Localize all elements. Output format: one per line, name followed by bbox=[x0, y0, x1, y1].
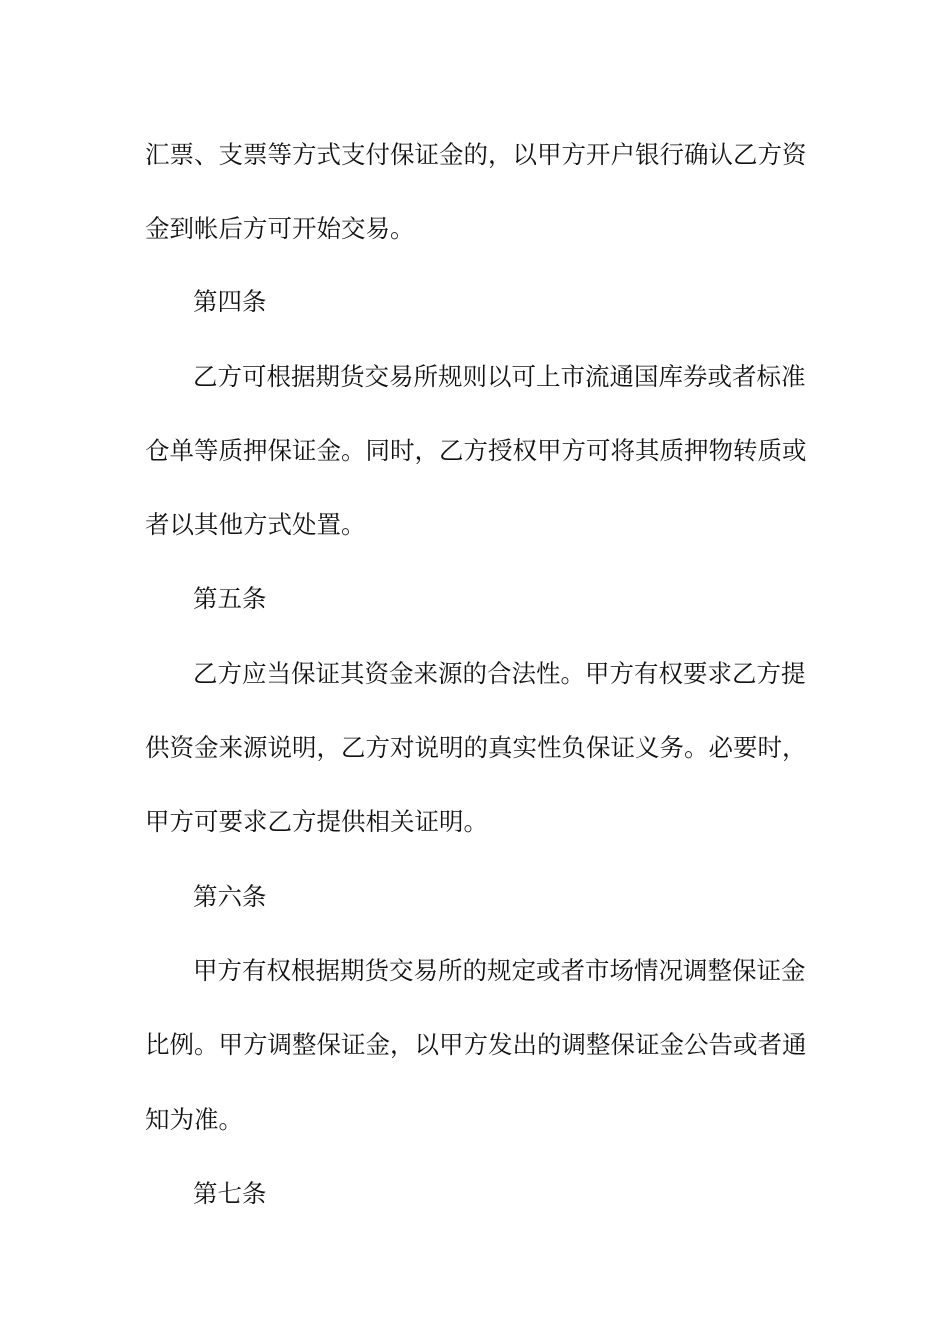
article-heading: 第七条 bbox=[193, 1179, 267, 1208]
text-line: 甲方有权根据期货交易所的规定或者市场情况调整保证金 bbox=[193, 956, 806, 985]
text-line: 比例。甲方调整保证金，以甲方发出的调整保证金公告或者通 bbox=[145, 1030, 807, 1059]
text-line: 金到帐后方可开始交易。 bbox=[145, 214, 415, 243]
article-heading: 第四条 bbox=[193, 287, 267, 316]
article-heading: 第五条 bbox=[193, 584, 267, 613]
text-line: 知为准。 bbox=[145, 1105, 243, 1134]
text-line: 汇票、支票等方式支付保证金的，以甲方开户银行确认乙方资 bbox=[145, 140, 807, 169]
text-line: 乙方应当保证其资金来源的合法性。甲方有权要求乙方提 bbox=[193, 659, 806, 688]
text-line: 仓单等质押保证金。同时，乙方授权甲方可将其质押物转质或 bbox=[145, 436, 807, 465]
text-line: 乙方可根据期货交易所规则以可上市流通国库券或者标准 bbox=[193, 362, 806, 391]
text-line: 甲方可要求乙方提供相关证明。 bbox=[145, 807, 488, 836]
text-line: 者以其他方式处置。 bbox=[145, 510, 366, 539]
text-line: 供资金来源说明，乙方对说明的真实性负保证义务。必要时， bbox=[145, 733, 807, 762]
article-heading: 第六条 bbox=[193, 882, 267, 911]
